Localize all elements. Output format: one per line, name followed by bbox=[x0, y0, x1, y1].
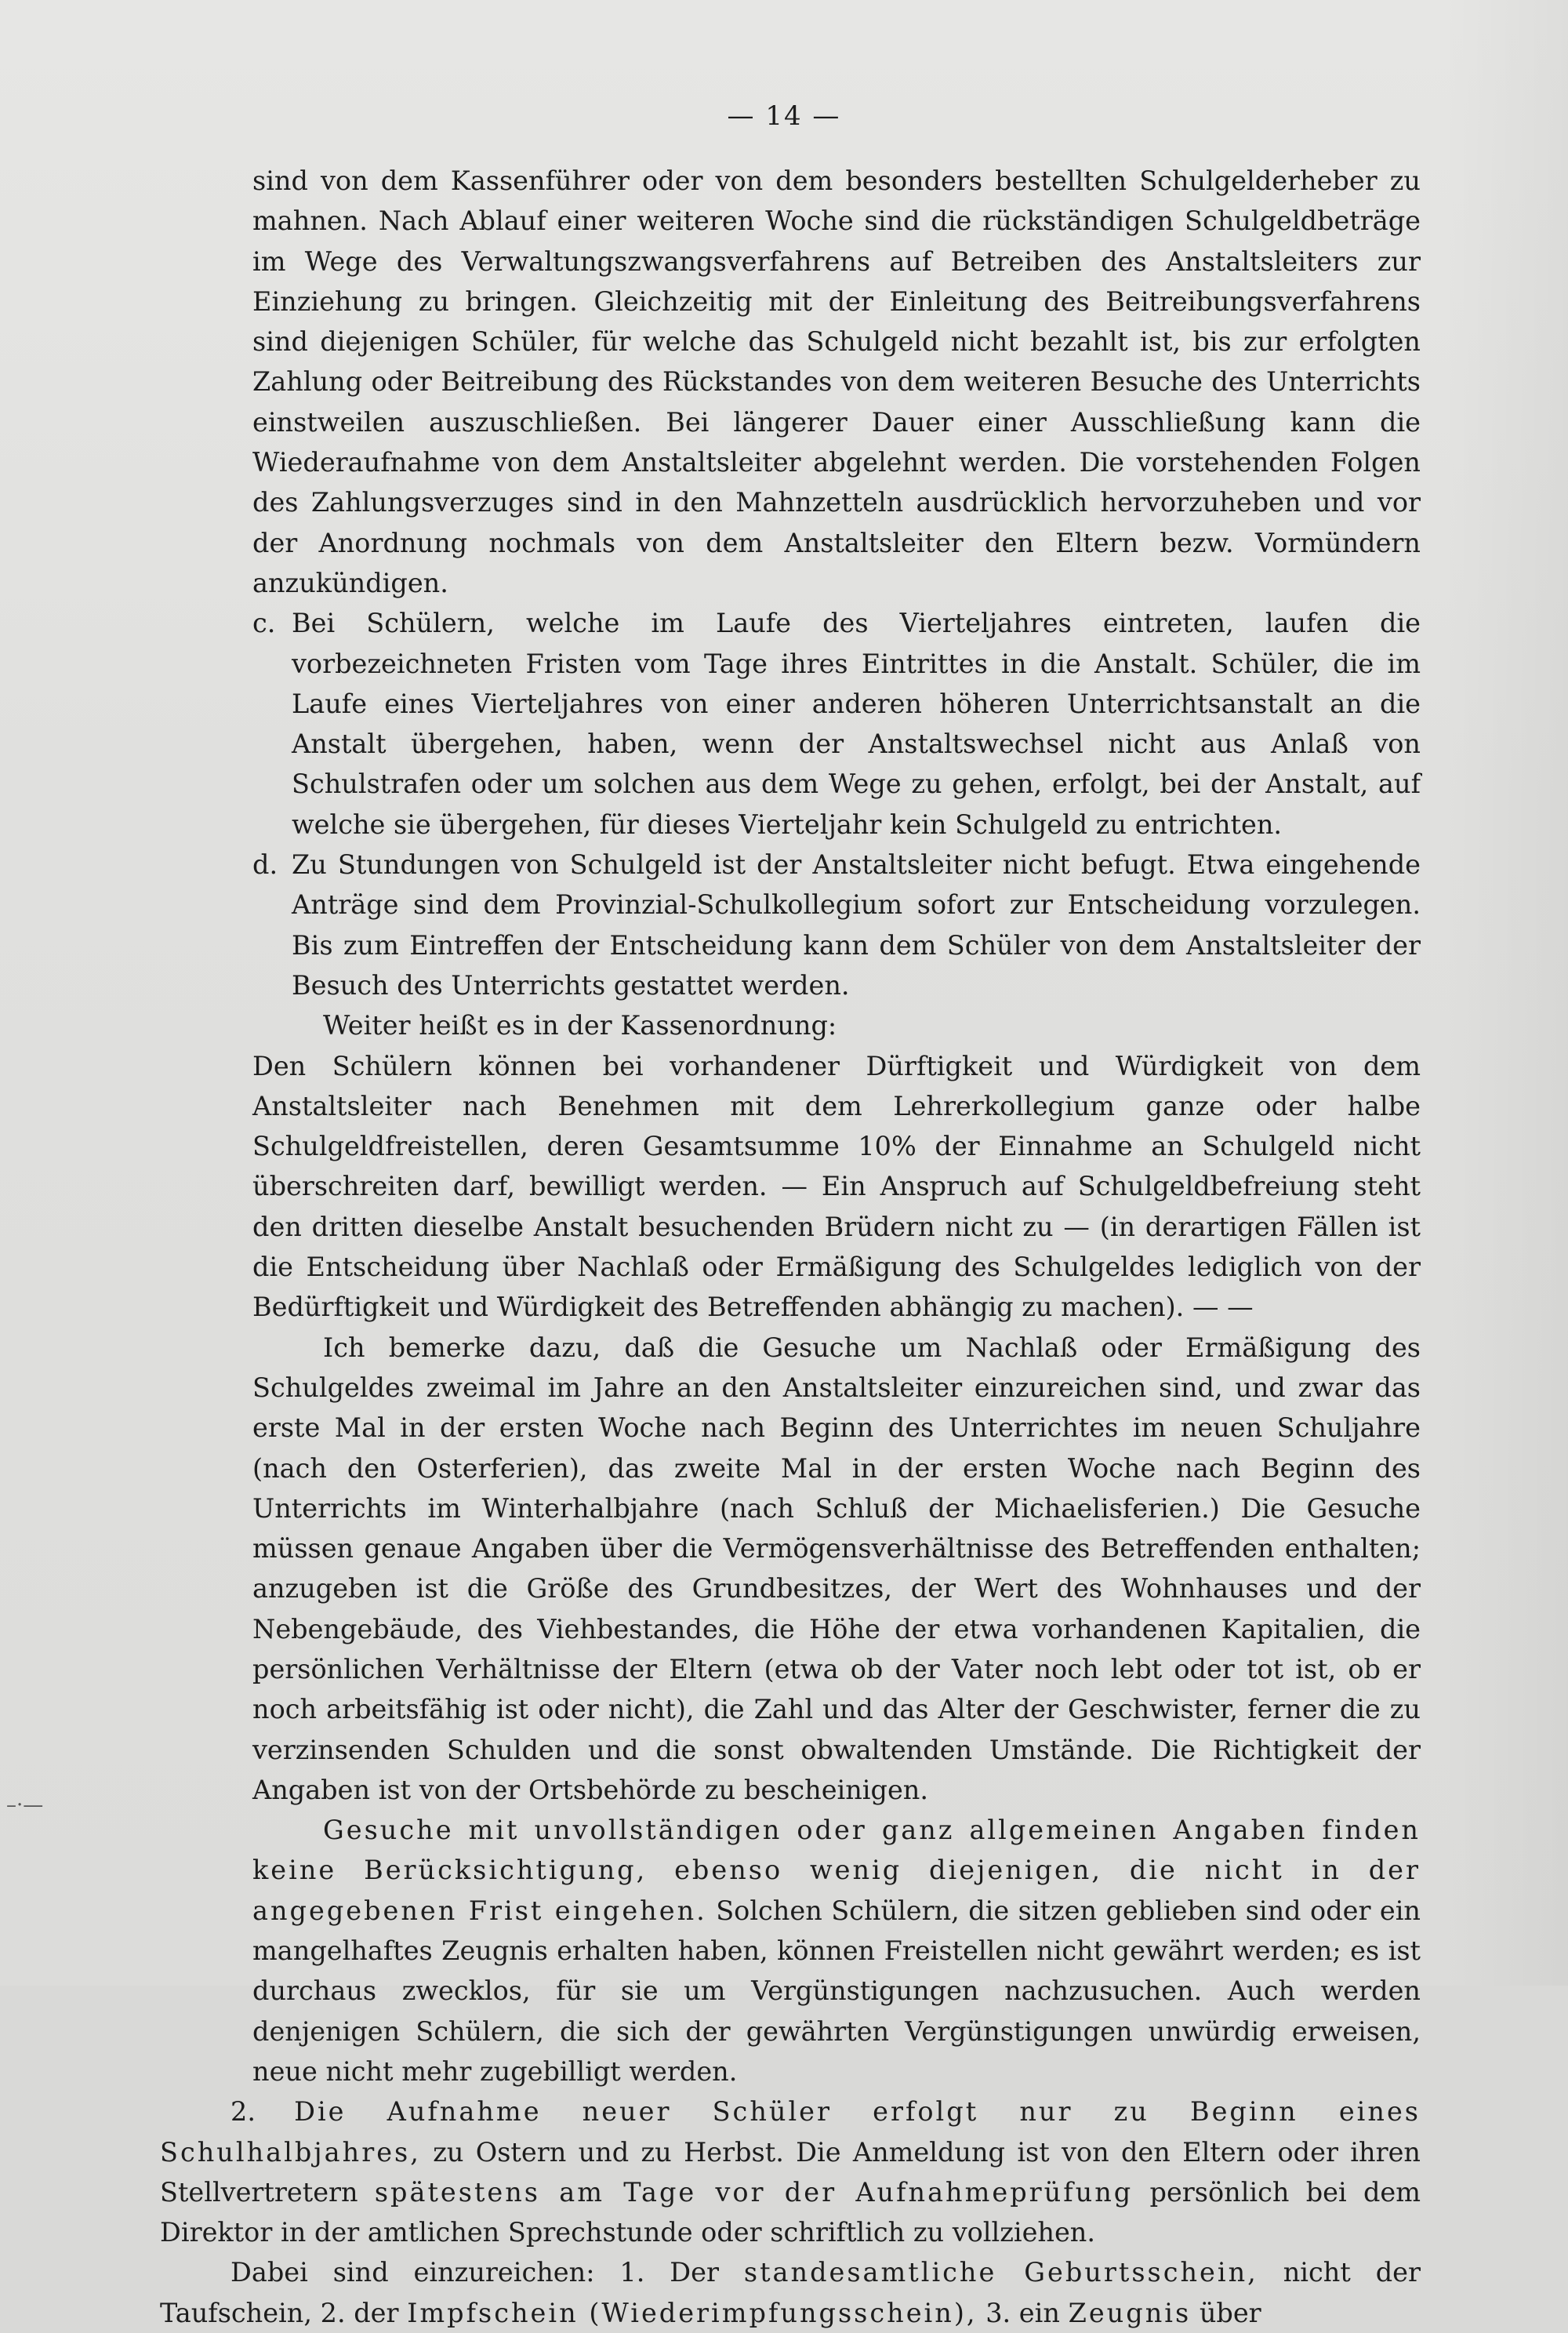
paragraph-aufnahme bbox=[160, 2091, 1421, 2252]
list-item-d bbox=[252, 845, 1421, 1005]
paragraph-kassenordnung-quote: Den Schülern können bei vorhandener Dürftigkeit und Würdigkeit von dem Anstaltsleiter nach Benehmen mit dem Lehrerkollegium ganze oder halbe Schulgeldfreistellen, deren Gesamtsumme 10% der Einnahme an Schulgeld nicht überschreiten darf, bewilligt werden. — Ein Anspruch auf Schulgeldbefreiung steht den dritten dieselbe Anstalt besuchenden Brüdern nicht zu — (in derartigen Fällen ist die Entscheidung über Nachlaß oder Ermäßigung des Schulgeldes lediglich von der Bedürftigkeit und Würdigkeit des Betreffenden abhängig zu machen). — — bbox=[252, 1050, 1421, 1323]
aufnahme-text-b: persönlich bei dem Direktor in der amtlichen Sprechstunde oder schriftlich zu vollziehen. bbox=[160, 2176, 1421, 2248]
einzureichen-text-d: über bbox=[1191, 2297, 1261, 2328]
emphasis-geburtsschein: standesamtliche Geburtsschein, bbox=[743, 2257, 1258, 2288]
list-item-c-text: Bei Schülern, welche im Laufe des Vierteljahres eintreten, laufen die vorbezeichneten Fristen vom Tage ihres Eintrittes in die Anstalt. Schüler, die im Laufe eines Vierteljahres von einer anderen höheren Unterrichtsanstalt an die Anstalt übergehen, haben, wenn der Anstaltswechsel nicht aus Anlaß von Schulstrafen oder um solchen aus dem Wege zu gehen, erfolgt, bei der Anstalt, auf welche sie übergehen, für dieses Vierteljahr kein Schulgeld zu entrichten. bbox=[292, 608, 1421, 840]
emphasis-spaced: Gesuche mit unvollständigen oder ganz allgemeinen Angaben finden keine Berücksichtigung, ebenso wenig diejenigen, die nicht in der angegebenen Frist eingehen. bbox=[252, 1815, 1421, 1926]
paragraph-kassenordnung-intro: Weiter heißt es in der Kassenordnung: bbox=[323, 1010, 837, 1041]
list-item-d-text: Zu Stundungen von Schulgeld ist der Anstaltsleiter nicht befugt. Etwa eingehende Anträge sind dem Provinzial-Schulkollegium sofort zur Entscheidung vorzulegen. Bis zum Eintreffen der Entscheidung kann dem Schüler von dem Anstaltsleiter der Besuch des Unterrichts gestattet werden. bbox=[292, 849, 1421, 1001]
einzureichen-text-b: nicht der Taufschein, 2. der bbox=[160, 2257, 1421, 2328]
section-number: 2. bbox=[230, 2096, 256, 2128]
aufnahme-text-a: zu Ostern und zu Herbst. Die Anmeldung ist von den Eltern oder ihren Stellvertretern bbox=[160, 2136, 1421, 2208]
page-shadow bbox=[1443, 0, 1568, 1986]
body-text bbox=[160, 161, 1421, 2333]
paragraph-gesuche: Ich bemerke dazu, daß die Gesuche um Nachlaß oder Ermäßigung des Schulgeldes zweimal im Jahre an den Anstaltsleiter einzureichen sind, und zwar das erste Mal in der ersten Woche nach Beginn des Unterrichtes im neuen Schuljahre (nach den Osterferien), das zweite Mal in der ersten Woche nach Beginn des Unterrichts im Winterhalbjahre (nach Schluß der Michaelisferien.) Die Gesuche müssen genaue Angaben über die Vermögensverhältnisse des Betreffenden enthalten; anzugeben ist die Größe des Grundbesitzes, der Wert des Wohnhauses und der Nebengebäude, des Viehbestandes, die Höhe der etwa vorhandenen Kapitalien, die persönlichen Verhältnisse der Eltern (etwa ob der Vater noch lebt oder tot ist, ob er noch arbeitsfähig ist oder nicht), die Zahl und das Alter der Geschwister, ferner die zu verzinsenden Schulden und die sonst obwaltenden Umstände. Die Richtigkeit der Angaben ist von der Ortsbehörde zu bescheinigen. bbox=[252, 1332, 1421, 1805]
list-item-c bbox=[252, 603, 1421, 845]
emphasis-impfschein: Impfschein (Wiederimpfungsschein), bbox=[407, 2297, 978, 2328]
list-marker-d: d. bbox=[252, 849, 278, 881]
page-number: — 14 — bbox=[727, 100, 841, 132]
paragraph-einzureichen bbox=[160, 2252, 1421, 2333]
list-marker-c: c. bbox=[252, 608, 276, 639]
emphasis-spaetestens: spätestens am Tage vor der Aufnahmeprüfung bbox=[374, 2176, 1134, 2208]
emphasis-aufnahme: Die Aufnahme neuer Schüler erfolgt nur zu Beginn eines Schulhalbjahres, bbox=[160, 2096, 1421, 2168]
emphasis-zeugnis: Zeugnis bbox=[1068, 2297, 1192, 2328]
admission-section bbox=[160, 2091, 1421, 2333]
einzureichen-text-a: Dabei sind einzureichen: 1. Der bbox=[230, 2257, 744, 2288]
einzureichen-text-c: 3. ein bbox=[977, 2297, 1069, 2328]
margin-mark: –·— bbox=[6, 1793, 44, 1817]
paragraph-unvollstaendig-rest: Solchen Schülern, die sitzen geblieben sind oder ein mangelhaftes Zeugnis erhalten haben, können Freistellen nicht gewährt werden; es ist durchaus zwecklos, für sie um Vergünstigungen nachzusuchen. Auch werden denjenigen Schülern, die sich der gewährten Vergünstigungen unwürdig erweisen, neue nicht mehr zugebilligt werden. bbox=[252, 1895, 1421, 2087]
paragraph-continuation: sind von dem Kassenführer oder von dem besonders bestellten Schulgelderheber zu mahnen. Nach Ablauf einer weiteren Woche sind die rückständigen Schulgeldbeträge im Wege des Verwaltungszwangsverfahrens auf Betreiben des Anstaltsleiters zur Einziehung zu bringen. Gleichzeitig mit der Einleitung des Beitreibungsverfahrens sind diejenigen Schüler, für welche das Schulgeld nicht bezahlt ist, bis zur erfolgten Zahlung oder Beitreibung des Rückstandes von dem weiteren Besuche des Unterrichts einstweilen auszuschließen. Bei längerer Dauer einer Ausschließung kann die Wiederaufnahme von dem Anstaltsleiter abgelehnt werden. Die vorstehenden Folgen des Zahlungsverzuges sind in den Mahnzetteln ausdrücklich hervorzuheben und vor der Anordnung nochmals von dem Anstaltsleiter den Eltern bezw. Vormündern anzukündigen. bbox=[252, 165, 1421, 598]
paragraph-unvollstaendig bbox=[252, 1810, 1421, 2091]
